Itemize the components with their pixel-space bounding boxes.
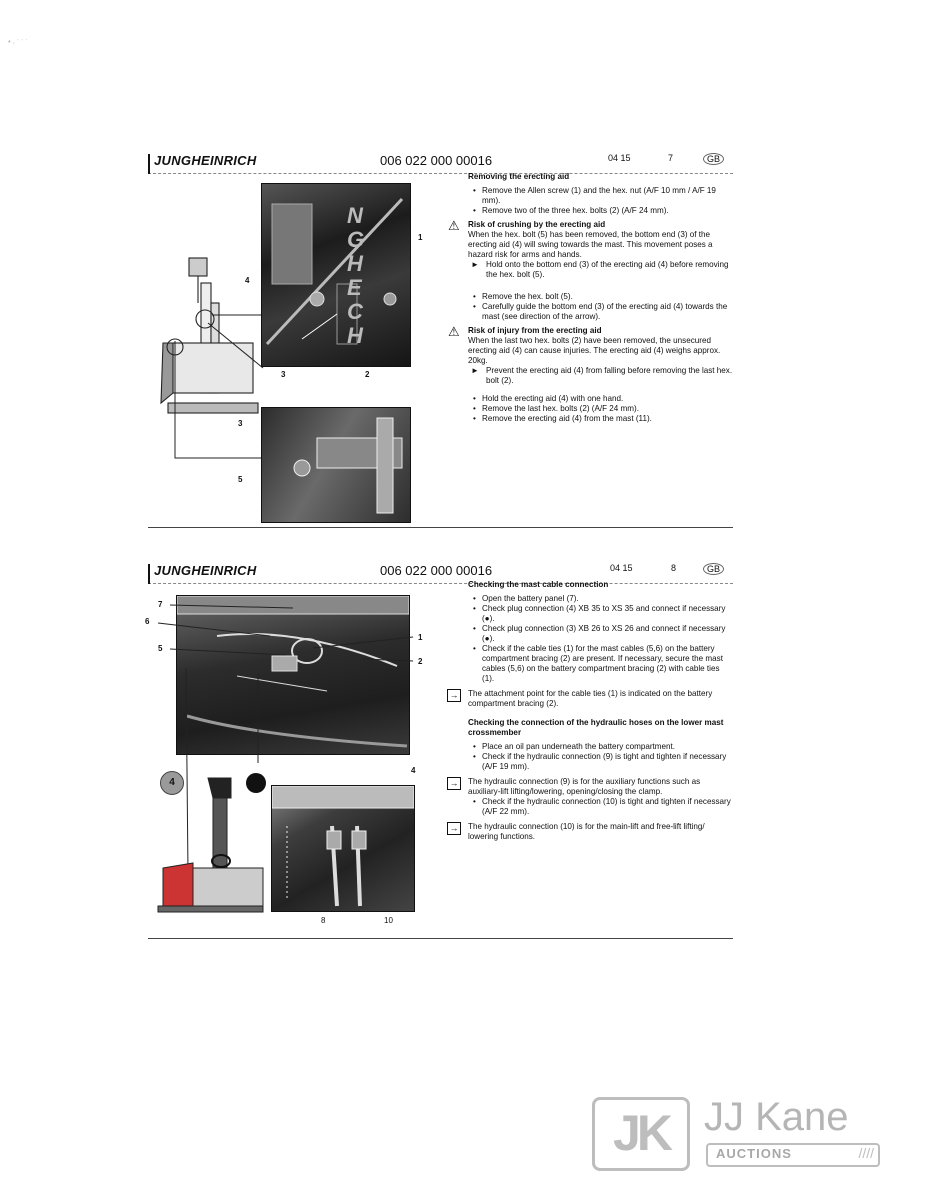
corner-marks: * · ˙ ˙ ˙ xyxy=(8,40,28,47)
warning-action: ► Prevent the erecting aid (4) from falling before removing the last hex. bolt (2). xyxy=(471,366,733,385)
step: • Remove the last hex. bolts (2) (A/F 24 mm). xyxy=(468,404,733,414)
page8-text xyxy=(449,580,733,842)
hydraulic-connection-photo xyxy=(271,785,415,912)
warning-title: Risk of crushing by the erecting aid xyxy=(468,220,606,229)
callout-2: 2 xyxy=(365,370,370,379)
callout-4: 4 xyxy=(245,276,250,285)
note-text: The hydraulic connection (10) is for the main-lift and free-lift lifting/ lowering functions. xyxy=(468,822,705,841)
language-badge: GB xyxy=(703,563,724,575)
callout-1: 1 xyxy=(418,633,423,642)
arrow-note-icon: → xyxy=(447,777,461,790)
bottom-photo-detail xyxy=(262,408,410,522)
bottom-photo-detail xyxy=(272,786,414,911)
callout-6: 6 xyxy=(145,617,150,626)
warning-text: When the hex. bolt (5) has been removed, the bottom end (3) of the erecting aid (4) will swing towards the mast. This movement poses a hazard risk for arms and hands. xyxy=(468,230,713,259)
erecting-aid-bottom-photo xyxy=(261,407,411,523)
brand-logo-text: JUNGHEINRICH xyxy=(154,563,257,578)
step: • Remove the erecting aid (4) from the mast (11). xyxy=(468,414,733,424)
doc-date: 04 15 xyxy=(608,153,631,163)
truck-diagram xyxy=(153,768,273,918)
page-divider xyxy=(148,938,733,939)
callout-1: 1 xyxy=(418,233,423,242)
step: • Check if the hydraulic connection (10) is tight and tighten if necessary (A/F 22 mm). xyxy=(468,797,733,817)
plug-4-marker-icon: 4 xyxy=(160,771,184,795)
section-title: Checking the mast cable connection xyxy=(468,580,609,589)
warning-title: Risk of injury from the erecting aid xyxy=(468,326,602,335)
callout-3b: 3 xyxy=(238,419,243,428)
step: • Remove the Allen screw (1) and the hex. nut (A/F 10 mm / A/F 19 mm). xyxy=(468,186,733,206)
callout-9: 10 xyxy=(384,916,393,925)
brand-logo-text: JUNGHEINRICH xyxy=(154,153,257,168)
callout-3: 3 xyxy=(281,370,286,379)
callout-2: 2 xyxy=(418,657,423,666)
step: • Check plug connection (3) XB 26 to XS 26 and connect if necessary (●). xyxy=(468,624,733,644)
warning-action: ► Hold onto the bottom end (3) of the erecting aid (4) before removing the hex. bolt (5). xyxy=(471,260,729,279)
warning-triangle-icon: ⚠ xyxy=(448,218,460,233)
manual-page-8 xyxy=(145,563,733,941)
jjkane-logo-mark: JK xyxy=(592,1097,690,1171)
warning-crushing xyxy=(448,218,733,280)
callout-5: 5 xyxy=(238,475,243,484)
step: • Open the battery panel (7). xyxy=(468,594,733,604)
note-aux xyxy=(449,777,733,797)
jjkane-name: JJ Kane xyxy=(704,1095,849,1139)
doc-number: 006 022 000 00016 xyxy=(380,153,493,168)
warning-injury xyxy=(448,324,733,386)
photo-detail-overlay xyxy=(262,184,410,366)
step: • Check plug connection (4) XB 35 to XS 35 and connect if necessary (●). xyxy=(468,604,733,624)
doc-number: 006 022 000 00016 xyxy=(380,563,493,578)
doc-date: 04 15 xyxy=(610,563,633,573)
step: • Check if the cable ties (1) for the mast cables (5,6) on the battery compartment bracing (2) are present. If necessary, secure the mast cables (5,6) on the battery compartment bracing (2) with cable ties (1). xyxy=(468,644,733,684)
callout-8: 4 xyxy=(411,766,416,775)
arrow-right-icon: ► xyxy=(471,260,479,269)
warning-triangle-icon: ⚠ xyxy=(448,324,460,339)
step: • Place an oil pan underneath the battery compartment. xyxy=(468,742,733,752)
step: • Remove two of the three hex. bolts (2) (A/F 24 mm). xyxy=(468,206,733,216)
step: • Carefully guide the bottom end (3) of the erecting aid (4) towards the mast (see direction of the arrow). xyxy=(468,302,733,322)
step: • Check if the hydraulic connection (9) is tight and tighten if necessary (A/F 19 mm). xyxy=(468,752,733,772)
note-text: The attachment point for the cable ties (1) is indicated on the battery compartment bracing (2). xyxy=(468,689,713,708)
section-title: Checking the connection of the hydraulic hoses on the lower mast crossmember xyxy=(468,718,724,737)
jjkane-tagline-box xyxy=(706,1143,880,1167)
arrow-note-icon: → xyxy=(447,822,461,835)
warning-text: When the last two hex. bolts (2) have been removed, the unsecured erecting aid (4) can cause injuries. The erecting aid (4) weighs approx. 20kg. xyxy=(468,336,721,365)
callout-10: 8 xyxy=(321,916,326,925)
step: • Remove the hex. bolt (5). xyxy=(468,292,733,302)
photo-text: NGHE CH xyxy=(347,203,365,348)
step: • Hold the erecting aid (4) with one hand. xyxy=(468,394,733,404)
page7-text xyxy=(448,172,733,424)
arrow-right-icon: ► xyxy=(471,366,479,375)
manual-page-7 xyxy=(148,153,733,528)
section-title: Removing the erecting aid xyxy=(468,172,570,181)
language-badge: GB xyxy=(703,153,724,165)
erecting-aid-photo xyxy=(261,183,411,367)
jjkane-watermark xyxy=(588,1093,908,1173)
page-number: 7 xyxy=(668,153,674,163)
note-text: The hydraulic connection (9) is for the auxiliary functions such as auxiliary-lift lifting/lowering, opening/closing the clamp. xyxy=(468,777,701,796)
note-attachment xyxy=(449,689,733,709)
slash-stripes-icon: //// xyxy=(858,1145,874,1161)
callout-7: 7 xyxy=(158,600,163,609)
jjkane-tagline: AUCTIONS xyxy=(716,1146,792,1161)
page-divider xyxy=(148,527,733,528)
page-number: 8 xyxy=(671,563,677,573)
note-mainlift xyxy=(449,822,733,842)
arrow-note-icon: → xyxy=(447,689,461,702)
callout-5: 5 xyxy=(158,644,163,653)
